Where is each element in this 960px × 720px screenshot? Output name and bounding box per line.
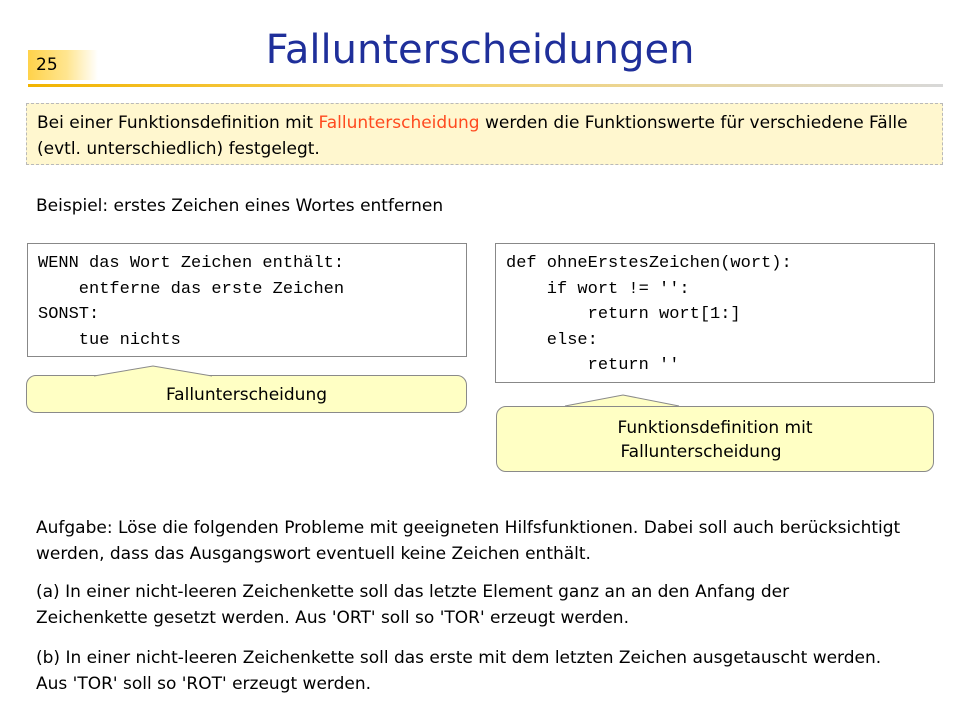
python-code-box bbox=[495, 243, 935, 383]
pseudocode-line: tue nichts bbox=[38, 330, 181, 350]
callout-pseudocode-label: Fallunterscheidung bbox=[165, 385, 328, 405]
task-a: (a) In einer nicht-leeren Zeichenkette soll das letzte Element ganz an an den Anfang der Zeichenkette gesetzt werden. Aus 'ORT' soll so 'TOR' erzeugt werden. bbox=[36, 582, 790, 628]
code-line: if wort != '': bbox=[506, 279, 690, 299]
definition-box bbox=[26, 103, 943, 165]
definition-highlight: Fallunterscheidung bbox=[318, 113, 480, 133]
callout-pointer bbox=[565, 394, 681, 407]
example-heading: Beispiel: erstes Zeichen eines Wortes entfernen bbox=[36, 196, 444, 216]
code-line: def ohneErstesZeichen(wort): bbox=[506, 254, 792, 273]
callout-python bbox=[496, 406, 934, 472]
callout-python-line-2: Fallunterscheidung bbox=[620, 442, 782, 462]
slide-title: Fallunterscheidungen bbox=[265, 27, 695, 73]
callout-pseudocode bbox=[26, 375, 467, 413]
task-intro: Aufgabe: Löse die folgenden Probleme mit geeigneten Hilfsfunktionen. Dabei soll auch berücksichtigt werden, dass das Ausgangswort eventuell keine Zeichen enthält. bbox=[36, 518, 901, 564]
code-line: return '' bbox=[506, 356, 680, 375]
task-b: (b) In einer nicht-leeren Zeichenkette soll das erste mit dem letzten Zeichen ausgetauscht werden. Aus 'TOR' soll so 'ROT' erzeugt werden. bbox=[36, 648, 882, 694]
callout-pointer bbox=[94, 365, 214, 377]
definition-text-start: Bei einer Funktionsdefinition mit bbox=[37, 113, 319, 133]
title-divider bbox=[28, 84, 943, 87]
pseudocode-line: SONST: bbox=[38, 305, 100, 324]
code-line: return wort[1:] bbox=[506, 305, 741, 324]
pseudocode-box bbox=[27, 243, 467, 357]
pseudocode-line: WENN das Wort Zeichen enthält: bbox=[38, 254, 345, 273]
slide-number: 25 bbox=[28, 50, 98, 80]
code-line: else: bbox=[506, 330, 598, 350]
pseudocode-line: entferne das erste Zeichen bbox=[38, 279, 345, 299]
callout-python-line-1: Funktionsdefinition mit bbox=[617, 418, 813, 438]
definition-text-end: werden die Funktionswerte für verschiedene Fälle (evtl. unterschiedlich) festgelegt. bbox=[37, 113, 908, 159]
